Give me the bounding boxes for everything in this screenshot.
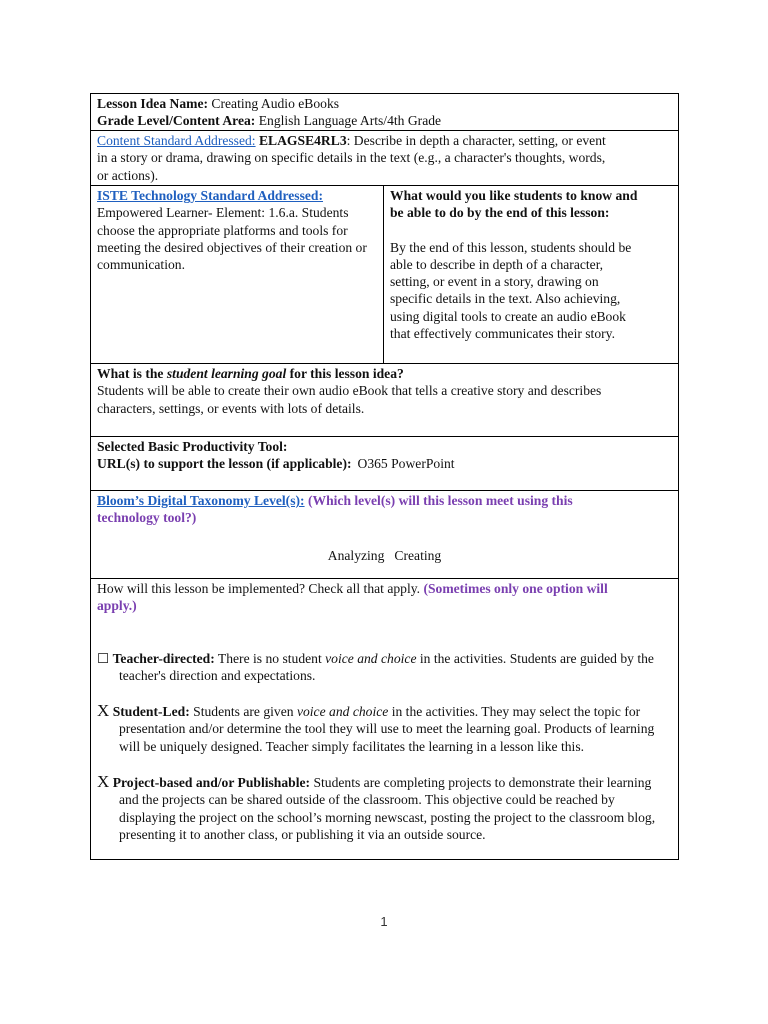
grade-level-line <box>97 112 672 129</box>
option-student-led <box>97 702 672 755</box>
url-label: URL(s) to support the lesson (if applicable): <box>97 456 352 472</box>
option-label: Student-Led: <box>112 704 190 720</box>
option-text-line: and the projects can be shared outside of the classroom. This objective could be reached by <box>119 792 615 808</box>
bloom-levels <box>97 547 672 564</box>
tool-label: Selected Basic Productivity Tool: <box>97 439 288 454</box>
learning-goal-q-suffix: for this lesson idea? <box>286 366 404 381</box>
option-text-line: teacher's direction and expectations. <box>119 667 316 683</box>
iste-line: choose the appropriate platforms and tools for <box>97 222 348 238</box>
standard-text-line2: in a story or drama, drawing on specific details in the text (e.g., a character's thoughts, words, <box>97 150 606 166</box>
standards-split-row <box>91 186 678 364</box>
option-text: Students are completing projects to demonstrate their learning <box>310 775 652 791</box>
content-standard-link[interactable]: Content Standard Addressed: <box>97 133 256 148</box>
option-text: Students are given <box>189 704 297 720</box>
option-text-line: presentation and/or determine the tool they will use to meet the learning goal. Products of learning <box>119 721 655 737</box>
implementation-note-line1: (Sometimes only one option will <box>420 581 608 596</box>
bloom-level-creating: Creating <box>394 547 442 563</box>
standard-text-line1: : Describe in depth a character, setting, or event <box>346 133 606 148</box>
option-text-line: presenting it to another class, or publishing it via an outside source. <box>119 826 486 842</box>
lesson-plan-table <box>90 93 679 860</box>
option-label: Teacher-directed: <box>112 650 215 666</box>
iste-line: communication. <box>97 257 185 273</box>
iste-line: meeting the desired objectives of their creation or <box>97 239 367 255</box>
know-do-answer-line: specific details in the text. Also achieving, <box>390 291 621 307</box>
learning-goal-line1: Students will be able to create their own audio eBook that tells a creative story and describes <box>97 383 602 399</box>
option-text: There is no student <box>214 650 326 666</box>
option-italic: voice and choice <box>325 650 417 666</box>
lesson-title-row <box>91 94 678 131</box>
iste-line: Empowered Learner- Element: 1.6.a. Students <box>97 205 349 221</box>
grade-level-value: English Language Arts/4th Grade <box>258 113 442 129</box>
lesson-name-value: Creating Audio eBooks <box>211 96 340 111</box>
implementation-intro: How will this lesson be implemented? Check all that apply. <box>97 581 421 596</box>
grade-level-label: Grade Level/Content Area: <box>97 113 256 129</box>
option-project-based <box>97 773 672 843</box>
option-label: Project-based and/or Publishable: <box>112 775 311 791</box>
option-text-line: will be uniquely designed. Teacher simply facilitates the learning in a lesson like this. <box>119 738 585 754</box>
option-teacher-directed <box>97 650 672 685</box>
know-do-answer-line: able to describe in depth of a character, <box>390 256 604 272</box>
know-do-answer-line: using digital tools to create an audio eBook <box>390 308 626 324</box>
checkmark-project-based[interactable]: X <box>97 772 110 792</box>
checkbox-teacher-directed[interactable]: ☐ <box>97 650 110 666</box>
know-do-question-line1: What would you like students to know and <box>390 188 638 203</box>
bloom-question-line1: (Which level(s) will this lesson meet using this <box>304 493 573 508</box>
lesson-name-line <box>97 95 672 112</box>
lesson-name-label: Lesson Idea Name: <box>97 96 209 111</box>
option-italic: voice and choice <box>296 704 389 720</box>
standard-code: ELAGSE4RL3 <box>258 133 347 148</box>
page-number: 1 <box>380 914 388 929</box>
know-do-answer-line: that effectively communicates their story. <box>390 326 615 342</box>
productivity-tool-row <box>91 437 678 491</box>
iste-standard-link[interactable]: ISTE Technology Standard Addressed: <box>97 188 324 203</box>
option-text: in the activities. Students are guided by the <box>416 650 654 666</box>
learning-goal-question <box>97 365 672 382</box>
implementation-row <box>91 579 678 859</box>
checkmark-student-led[interactable]: X <box>97 701 110 721</box>
learning-goal-q-italic: student learning goal <box>166 366 287 381</box>
learning-goal-q-prefix: What is the <box>97 366 167 381</box>
implementation-note-line2: apply.) <box>97 598 137 614</box>
option-text: in the activities. They may select the topic for <box>388 704 641 720</box>
know-do-answer-line: setting, or event in a story, drawing on <box>390 274 599 290</box>
bloom-level-analyzing: Analyzing <box>327 547 385 563</box>
iste-standard-cell <box>91 186 384 363</box>
bloom-taxonomy-link[interactable]: Bloom’s Digital Taxonomy Level(s): <box>97 493 305 508</box>
bloom-taxonomy-row <box>91 491 678 579</box>
bloom-question-line2: technology tool?) <box>97 510 197 526</box>
learning-goal-line2: characters, settings, or events with lots of details. <box>97 400 365 416</box>
know-do-answer-line: By the end of this lesson, students should be <box>390 239 632 255</box>
know-and-do-cell <box>384 186 678 363</box>
know-do-question-line2: be able to do by the end of this lesson: <box>390 205 610 221</box>
option-text-line: displaying the project on the school’s morning newscast, posting the project to the classroom blog, <box>119 809 656 825</box>
learning-goal-row <box>91 364 678 437</box>
content-standard-row <box>91 131 678 186</box>
url-value: O365 PowerPoint <box>357 456 455 472</box>
standard-text-line3: or actions). <box>97 167 159 183</box>
